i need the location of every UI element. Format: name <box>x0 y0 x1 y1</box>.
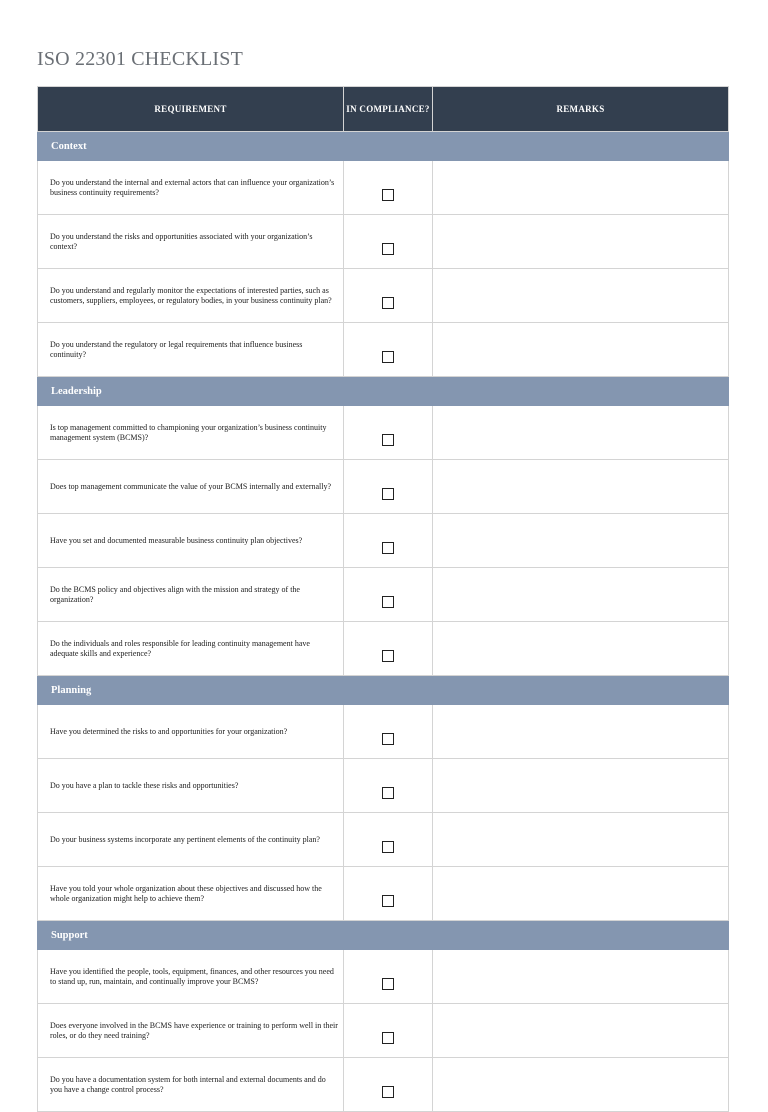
requirement-text: Have you set and documented measurable business continuity plan objectives? <box>38 514 344 568</box>
requirement-text: Do you understand the risks and opportunities associated with your organization’s context? <box>38 215 344 269</box>
remarks-field[interactable] <box>433 514 729 568</box>
compliance-checkbox[interactable] <box>382 189 394 201</box>
requirement-text: Do your business systems incorporate any pertinent elements of the continuity plan? <box>38 813 344 867</box>
section-row-context <box>38 132 729 161</box>
section-title: Support <box>38 921 729 950</box>
compliance-checkbox[interactable] <box>382 841 394 853</box>
checklist-row <box>38 950 729 1004</box>
remarks-field[interactable] <box>433 460 729 514</box>
requirement-text: Do you understand the internal and external actors that can influence your organization’s business continuity requirements? <box>38 161 344 215</box>
checklist-body <box>38 132 729 1112</box>
requirement-text: Do you understand and regularly monitor the expectations of interested parties, such as customers, suppliers, employees, or regulatory bodies, in your business continuity plan? <box>38 269 344 323</box>
requirement-text: Do you have a documentation system for both internal and external documents and do you have a change control process? <box>38 1058 344 1112</box>
compliance-cell <box>344 460 433 514</box>
checklist-row <box>38 1004 729 1058</box>
checklist-row <box>38 568 729 622</box>
checklist-row <box>38 215 729 269</box>
checklist-row <box>38 867 729 921</box>
compliance-cell <box>344 514 433 568</box>
compliance-cell <box>344 215 433 269</box>
compliance-cell <box>344 161 433 215</box>
compliance-cell <box>344 622 433 676</box>
remarks-field[interactable] <box>433 705 729 759</box>
remarks-field[interactable] <box>433 867 729 921</box>
compliance-checkbox[interactable] <box>382 1086 394 1098</box>
compliance-cell <box>344 568 433 622</box>
requirement-header: REQUIREMENT <box>38 87 344 132</box>
checklist-row <box>38 514 729 568</box>
requirement-text: Have you identified the people, tools, equipment, finances, and other resources you need to stand up, run, maintain, and continually improve your BCMS? <box>38 950 344 1004</box>
requirement-text: Does top management communicate the value of your BCMS internally and externally? <box>38 460 344 514</box>
compliance-checkbox[interactable] <box>382 978 394 990</box>
compliance-checkbox[interactable] <box>382 351 394 363</box>
remarks-field[interactable] <box>433 406 729 460</box>
compliance-cell <box>344 406 433 460</box>
compliance-cell <box>344 867 433 921</box>
checklist-row <box>38 460 729 514</box>
compliance-checkbox[interactable] <box>382 1032 394 1044</box>
requirement-text: Do the individuals and roles responsible for leading continuity management have adequate skills and experience? <box>38 622 344 676</box>
checklist-row <box>38 323 729 377</box>
compliance-checkbox[interactable] <box>382 733 394 745</box>
remarks-field[interactable] <box>433 950 729 1004</box>
requirement-text: Is top management committed to championing your organization’s business continuity management system (BCMS)? <box>38 406 344 460</box>
compliance-cell <box>344 813 433 867</box>
remarks-field[interactable] <box>433 323 729 377</box>
remarks-field[interactable] <box>433 215 729 269</box>
compliance-checkbox[interactable] <box>382 542 394 554</box>
checklist-row <box>38 161 729 215</box>
remarks-field[interactable] <box>433 1004 729 1058</box>
compliance-checkbox[interactable] <box>382 787 394 799</box>
remarks-field[interactable] <box>433 622 729 676</box>
remarks-field[interactable] <box>433 161 729 215</box>
remarks-field[interactable] <box>433 813 729 867</box>
checklist-table <box>37 86 729 1112</box>
compliance-cell <box>344 269 433 323</box>
remarks-field[interactable] <box>433 1058 729 1112</box>
compliance-checkbox[interactable] <box>382 488 394 500</box>
compliance-cell <box>344 1004 433 1058</box>
remarks-field[interactable] <box>433 759 729 813</box>
compliance-checkbox[interactable] <box>382 243 394 255</box>
checklist-row <box>38 622 729 676</box>
compliance-cell <box>344 323 433 377</box>
checklist-row <box>38 406 729 460</box>
checklist-row <box>38 1058 729 1112</box>
section-title: Context <box>38 132 729 161</box>
compliance-checkbox[interactable] <box>382 434 394 446</box>
remarks-field[interactable] <box>433 568 729 622</box>
compliance-cell <box>344 950 433 1004</box>
requirement-text: Have you told your whole organization about these objectives and discussed how the whole organization might help to achieve them? <box>38 867 344 921</box>
header-row <box>38 87 729 132</box>
section-row-planning <box>38 676 729 705</box>
checklist-row <box>38 759 729 813</box>
checklist-row <box>38 705 729 759</box>
compliance-checkbox[interactable] <box>382 297 394 309</box>
checklist-row <box>38 813 729 867</box>
section-title: Planning <box>38 676 729 705</box>
section-row-leadership <box>38 377 729 406</box>
requirement-text: Do you have a plan to tackle these risks and opportunities? <box>38 759 344 813</box>
requirement-text: Do the BCMS policy and objectives align with the mission and strategy of the organization? <box>38 568 344 622</box>
compliance-cell <box>344 705 433 759</box>
remarks-field[interactable] <box>433 269 729 323</box>
checklist-row <box>38 269 729 323</box>
compliance-cell <box>344 1058 433 1112</box>
compliance-checkbox[interactable] <box>382 650 394 662</box>
requirement-text: Does everyone involved in the BCMS have experience or training to perform well in their roles, or do they need training? <box>38 1004 344 1058</box>
requirement-text: Do you understand the regulatory or legal requirements that influence business continuity? <box>38 323 344 377</box>
compliance-checkbox[interactable] <box>382 596 394 608</box>
section-title: Leadership <box>38 377 729 406</box>
page-title: ISO 22301 CHECKLIST <box>37 48 244 70</box>
compliance-checkbox[interactable] <box>382 895 394 907</box>
section-row-support <box>38 921 729 950</box>
requirement-text: Have you determined the risks to and opportunities for your organization? <box>38 705 344 759</box>
compliance-header: IN COMPLIANCE? <box>344 87 433 132</box>
remarks-header: REMARKS <box>433 87 729 132</box>
compliance-cell <box>344 759 433 813</box>
